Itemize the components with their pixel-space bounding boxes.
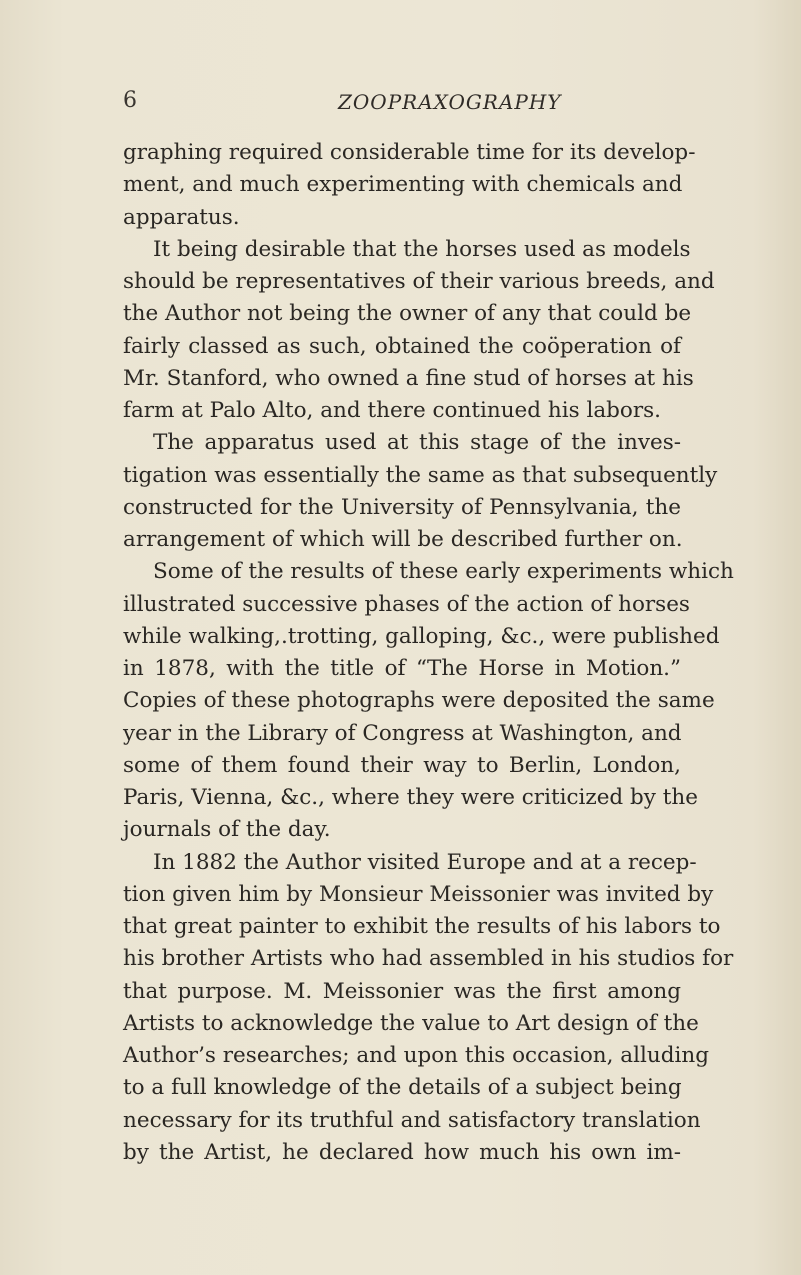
text-line: apparatus.: [123, 204, 240, 230]
text-line: necessary for its truthful and satisfactory translation: [123, 1107, 701, 1133]
text-line: while walking,.trotting, galloping, &c., were published: [123, 623, 720, 649]
text-line: Some of the results of these early experiments which: [153, 559, 734, 585]
paragraph: [123, 847, 734, 1170]
text-line: Artists to acknowledge the value to Art design of the: [123, 1010, 699, 1036]
text-line: his brother Artists who had assembled in his studios for: [123, 946, 734, 972]
text-line: that purpose. M. Meissonier was the first among: [123, 978, 681, 1004]
text-line: in 1878, with the title of “The Horse in Motion.”: [123, 656, 681, 681]
running-head: ZOOPRAXOGRAPHY: [338, 90, 562, 114]
text-line: The apparatus used at this stage of the inves-: [153, 430, 681, 456]
text-line: tigation was essentially the same as that subsequently: [123, 462, 718, 488]
paragraph: [123, 427, 718, 556]
text-line: Author’s researches; and upon this occasion, alluding: [123, 1043, 709, 1068]
text-line: Mr. Stanford, who owned a fine stud of horses at his: [123, 365, 694, 391]
text-line: farm at Palo Alto, and there continued his labors.: [123, 398, 662, 423]
paragraph: [123, 137, 696, 234]
paragraph: [123, 556, 734, 846]
body-text: [123, 137, 734, 1169]
text-line: It being desirable that the horses used as models: [153, 236, 691, 262]
text-line: by the Artist, he declared how much his own im-: [123, 1139, 681, 1165]
page-header: [123, 88, 683, 122]
text-line: constructed for the University of Pennsylvania, the: [123, 494, 681, 520]
paragraph: [123, 234, 715, 428]
text-line: In 1882 the Author visited Europe and at a recep-: [153, 849, 697, 875]
text-line: Paris, Vienna, &c., where they were criticized by the: [123, 785, 698, 810]
text-line: arrangement of which will be described further on.: [123, 527, 683, 552]
text-line: fairly classed as such, obtained the coöperation of: [123, 333, 681, 359]
text-line: that great painter to exhibit the results of his labors to: [123, 914, 721, 939]
text-line: illustrated successive phases of the action of horses: [123, 591, 690, 617]
text-line: graphing required considerable time for its develop-: [123, 140, 696, 165]
text-line: the Author not being the owner of any that could be: [123, 301, 692, 327]
text-line: year in the Library of Congress at Washington, and: [123, 720, 682, 746]
text-line: tion given him by Monsieur Meissonier was invited by: [123, 881, 714, 907]
text-line: Copies of these photographs were deposited the same: [123, 688, 715, 714]
text-line: journals of the day.: [123, 817, 331, 843]
page-number: 6: [123, 88, 137, 113]
text-line: ment, and much experimenting with chemicals and: [123, 172, 683, 198]
text-line: some of them found their way to Berlin, London,: [123, 752, 681, 778]
text-line: should be representatives of their various breeds, and: [123, 269, 715, 294]
text-line: to a full knowledge of the details of a subject being: [123, 1075, 682, 1101]
